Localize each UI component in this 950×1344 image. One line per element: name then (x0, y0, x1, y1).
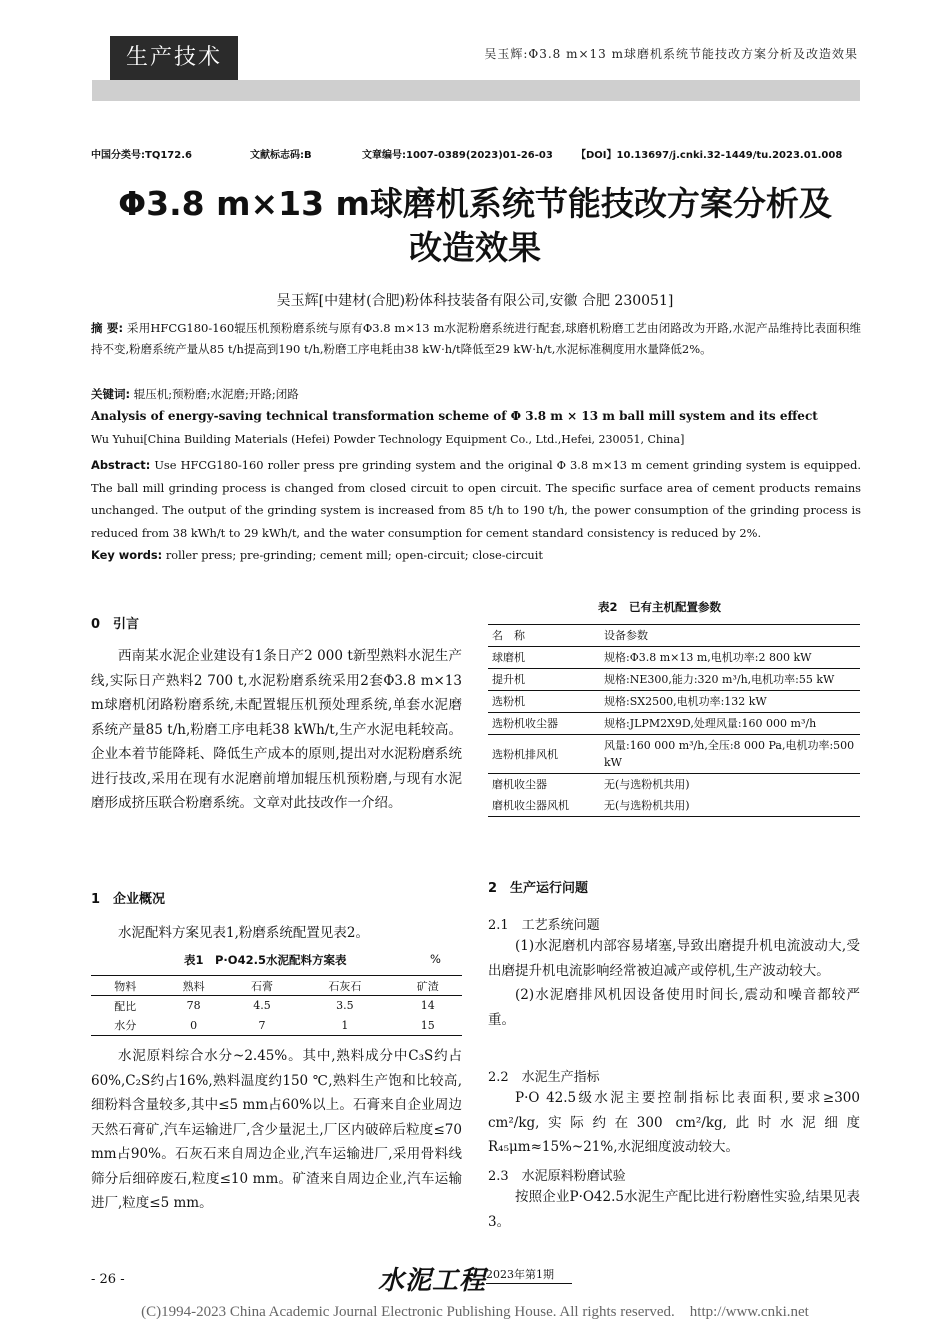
table-row (488, 669, 860, 691)
subsection-2-3-body (488, 1185, 860, 1234)
keywords-en-text: roller press; pre-grinding; cement mill; open-circuit; close-circuit (165, 548, 543, 562)
section-0-paragraph: 西南某水泥企业建设有1条日产2 000 t新型熟料水泥生产线,实际日产熟料2 700 t,水泥粉磨系统采用2套Φ3.8 m×13 m球磨机闭路粉磨系统,未配置辊压机预处理系统,单套水泥磨系统产量85 t/h,粉磨工序电耗38 kWh/t,生产水泥电耗较高。企业本着节能降耗、降低生产成本的原则,提出对水泥粉磨系统进行技改,采用在现有水泥磨前增加辊压机预粉磨,与现有水泥磨形成挤压联合粉磨系统。文章对此技改作一介绍。 (91, 648, 462, 811)
table-cell: 无(与选粉机共用) (604, 799, 690, 812)
section-0-body (91, 644, 462, 816)
authors: 吴玉辉[中建材(合肥)粉体科技装备有限公司,安徽 合肥 230051] (276, 293, 674, 309)
table-cell: 4.5 (253, 999, 271, 1013)
title-line-1: Φ3.8 m×13 m球磨机系统节能技改方案分析及 (118, 184, 832, 223)
section-1-paragraph-2: 水泥原料综合水分~2.45%。其中,熟料成分中C₃S约占60%,C₂S约占16%,熟料温度约150 ℃,熟料生产饱和比较高,细粉料含量较多,其中≤5 mm占60%以上。石膏来自企业周边天然石膏矿,汽车运输进厂,含少量泥土,厂区内破碎后粒度≤70 mm占90%。石灰石来自周边企业,汽车运输进厂,采用骨料线筛分后细碎废石,粒度≤10 mm。矿渣来自周边企业,汽车运输进厂,粒度≤5 mm。 (91, 1048, 462, 1211)
journal-logo: 水泥工程 (378, 1266, 487, 1296)
table-row (488, 774, 860, 796)
section-badge: 生产技术 (110, 36, 238, 80)
section-0-heading: 0 引言 (91, 617, 140, 632)
section-1-paragraph-1: 水泥配料方案见表1,粉磨系统配置见表2。 (118, 925, 369, 941)
table-cell: 15 (420, 1018, 435, 1032)
subsection-2-1-heading: 2.1 工艺系统问题 (488, 918, 600, 933)
table-cell: 规格:JLPM2X9D,处理风量:160 000 m³/h (604, 717, 817, 730)
table-cell: 磨机收尘器风机 (492, 799, 569, 812)
table-1-header: 物料 (114, 979, 137, 993)
subsection-2-2-paragraph: P·O 42.5级水泥主要控制指标比表面积,要求≥300 cm²/kg,实际约在300 cm²/kg,此时水泥细度R₄₅μm≈15%~21%,水泥细度波动较大。 (488, 1090, 860, 1155)
clc-number: 中国分类号:TQ172.6 (91, 150, 192, 161)
table-2 (488, 624, 860, 817)
table-cell: 7 (258, 1018, 266, 1032)
issue-underline (486, 1283, 572, 1284)
table-cell: 78 (186, 999, 201, 1013)
table-cell: 水分 (114, 1019, 137, 1033)
subsection-2-2-heading: 2.2 水泥生产指标 (488, 1070, 600, 1085)
subsection-2-3-paragraph: 按照企业P·O42.5水泥生产配比进行粉磨性实验,结果见表3。 (488, 1189, 860, 1230)
keywords-cn (91, 384, 861, 405)
table-1-header: 矿渣 (416, 979, 439, 993)
table-cell: 规格:NE300,能力:320 m³/h,电机功率:55 kW (604, 673, 835, 686)
table-row (91, 996, 462, 1016)
document-code: 文献标志码:B (250, 150, 312, 161)
table-1-header: 熟料 (182, 979, 205, 993)
table-2-header: 设备参数 (604, 629, 648, 642)
table-cell: 规格:SX2500,电机功率:132 kW (604, 695, 767, 708)
abstract-cn (91, 318, 861, 359)
table-2-header: 名 称 (492, 629, 525, 642)
table-cell: 3.5 (336, 999, 354, 1013)
table-cell: 选粉机排风机 (492, 747, 558, 761)
abstract-en-label: Abstract: (91, 458, 151, 472)
table-cell: 0 (190, 1018, 198, 1032)
abstract-en-text: Use HFCG180-160 roller press pre grinding system and the original Φ 3.8 m×13 m cement grinding system is equipped. The ball mill grinding process is changed from closed circuit to open circuit. The specific surface area of cement products remains unchanged. The output of the grinding system is increased from 85 t/h to 190 t/h, the power consumption of the grinding process is reduced from 38 kWh/t to 29 kWh/t, and the water consumption for cement standard consistency is reduced by 2%. (91, 458, 861, 540)
table-1 (91, 975, 462, 1036)
table-row (488, 795, 860, 817)
table-cell: 选粉机收尘器 (492, 717, 558, 730)
table-1-header-row (91, 976, 462, 996)
subsection-2-1-body (488, 934, 860, 1032)
table-cell: 风量:160 000 m³/h,全压:8 000 Pa,电机功率:500 kW (604, 739, 855, 769)
doi: 【DOI】10.13697/j.cnki.32-1449/tu.2023.01.008 (576, 150, 843, 161)
english-authors: Wu Yuhui[China Building Materials (Hefei) Powder Technology Equipment Co., Ltd.,Hefei, 230051, China] (91, 433, 685, 446)
page-number: - 26 - (91, 1272, 125, 1287)
keywords-cn-label: 关键词: (91, 387, 131, 401)
table-cell: 1 (341, 1018, 349, 1032)
issue-label: 2023年第1期 (486, 1268, 554, 1281)
section-2-heading: 2 生产运行问题 (488, 881, 589, 896)
table-row (91, 1016, 462, 1036)
article-title (70, 182, 880, 270)
abstract-en (91, 454, 861, 544)
table-cell: 提升机 (492, 673, 525, 686)
title-line-2: 改造效果 (409, 228, 541, 267)
keywords-en (91, 545, 861, 566)
table-row (488, 647, 860, 669)
subsection-2-1-paragraph-2: (2)水泥磨排风机因设备使用时间长,震动和噪音都较严重。 (488, 987, 860, 1028)
table-cell: 规格:Φ3.8 m×13 m,电机功率:2 800 kW (604, 651, 812, 664)
section-1-body (91, 1044, 462, 1216)
subsection-2-2-body (488, 1086, 860, 1160)
table-2-header-row (488, 625, 860, 647)
table-cell: 14 (420, 999, 435, 1013)
table-cell: 无(与选粉机共用) (604, 778, 690, 791)
subsection-2-3-heading: 2.3 水泥原料粉磨试验 (488, 1169, 626, 1184)
article-number: 文章编号:1007-0389(2023)01-26-03 (362, 150, 553, 161)
table-1-header: 石灰石 (328, 979, 362, 993)
running-head: 吴玉辉:Φ3.8 m×13 m球磨机系统节能技改方案分析及改造效果 (484, 47, 858, 61)
keywords-cn-text: 辊压机;预粉磨;水泥磨;开路;闭路 (133, 387, 299, 401)
section-1-intro (91, 921, 462, 946)
table-cell: 选粉机 (492, 695, 525, 708)
table-1-unit: % (430, 952, 441, 966)
table-cell: 磨机收尘器 (492, 778, 547, 791)
copyright-notice: (C)1994-2023 China Academic Journal Electronic Publishing House. All rights reserved. http://www.cnki.net (141, 1304, 809, 1320)
abstract-cn-text: 采用HFCG180-160辊压机预粉磨系统与原有Φ3.8 m×13 m水泥粉磨系统进行配套,球磨机粉磨工艺由闭路改为开路,水泥产品维持比表面积维持不变,粉磨系统产量从85 t/h提高到190 t/h,粉磨工序电耗由38 kW·h/t降低至29 kW·h/t,水泥标准稠度用水量降低2%。 (91, 321, 861, 356)
keywords-en-label: Key words: (91, 548, 163, 562)
table-1-caption: 表1 P·O42.5水泥配料方案表 (184, 953, 347, 967)
section-1-heading: 1 企业概况 (91, 892, 166, 907)
abstract-cn-label: 摘 要: (91, 321, 124, 335)
table-cell: 配比 (114, 999, 137, 1013)
header-band (92, 80, 860, 101)
table-row (488, 735, 860, 774)
table-row (488, 713, 860, 735)
english-title: Analysis of energy-saving technical transformation scheme of Φ 3.8 m × 13 m ball mill system and its effect (91, 409, 818, 423)
table-2-caption: 表2 已有主机配置参数 (598, 600, 722, 614)
table-row (488, 691, 860, 713)
subsection-2-1-paragraph-1: (1)水泥磨机内部容易堵塞,导致出磨提升机电流波动大,受出磨提升机电流影响经常被迫减产或停机,生产波动较大。 (488, 938, 860, 979)
table-1-header: 石膏 (251, 979, 274, 993)
table-cell: 球磨机 (492, 651, 525, 664)
